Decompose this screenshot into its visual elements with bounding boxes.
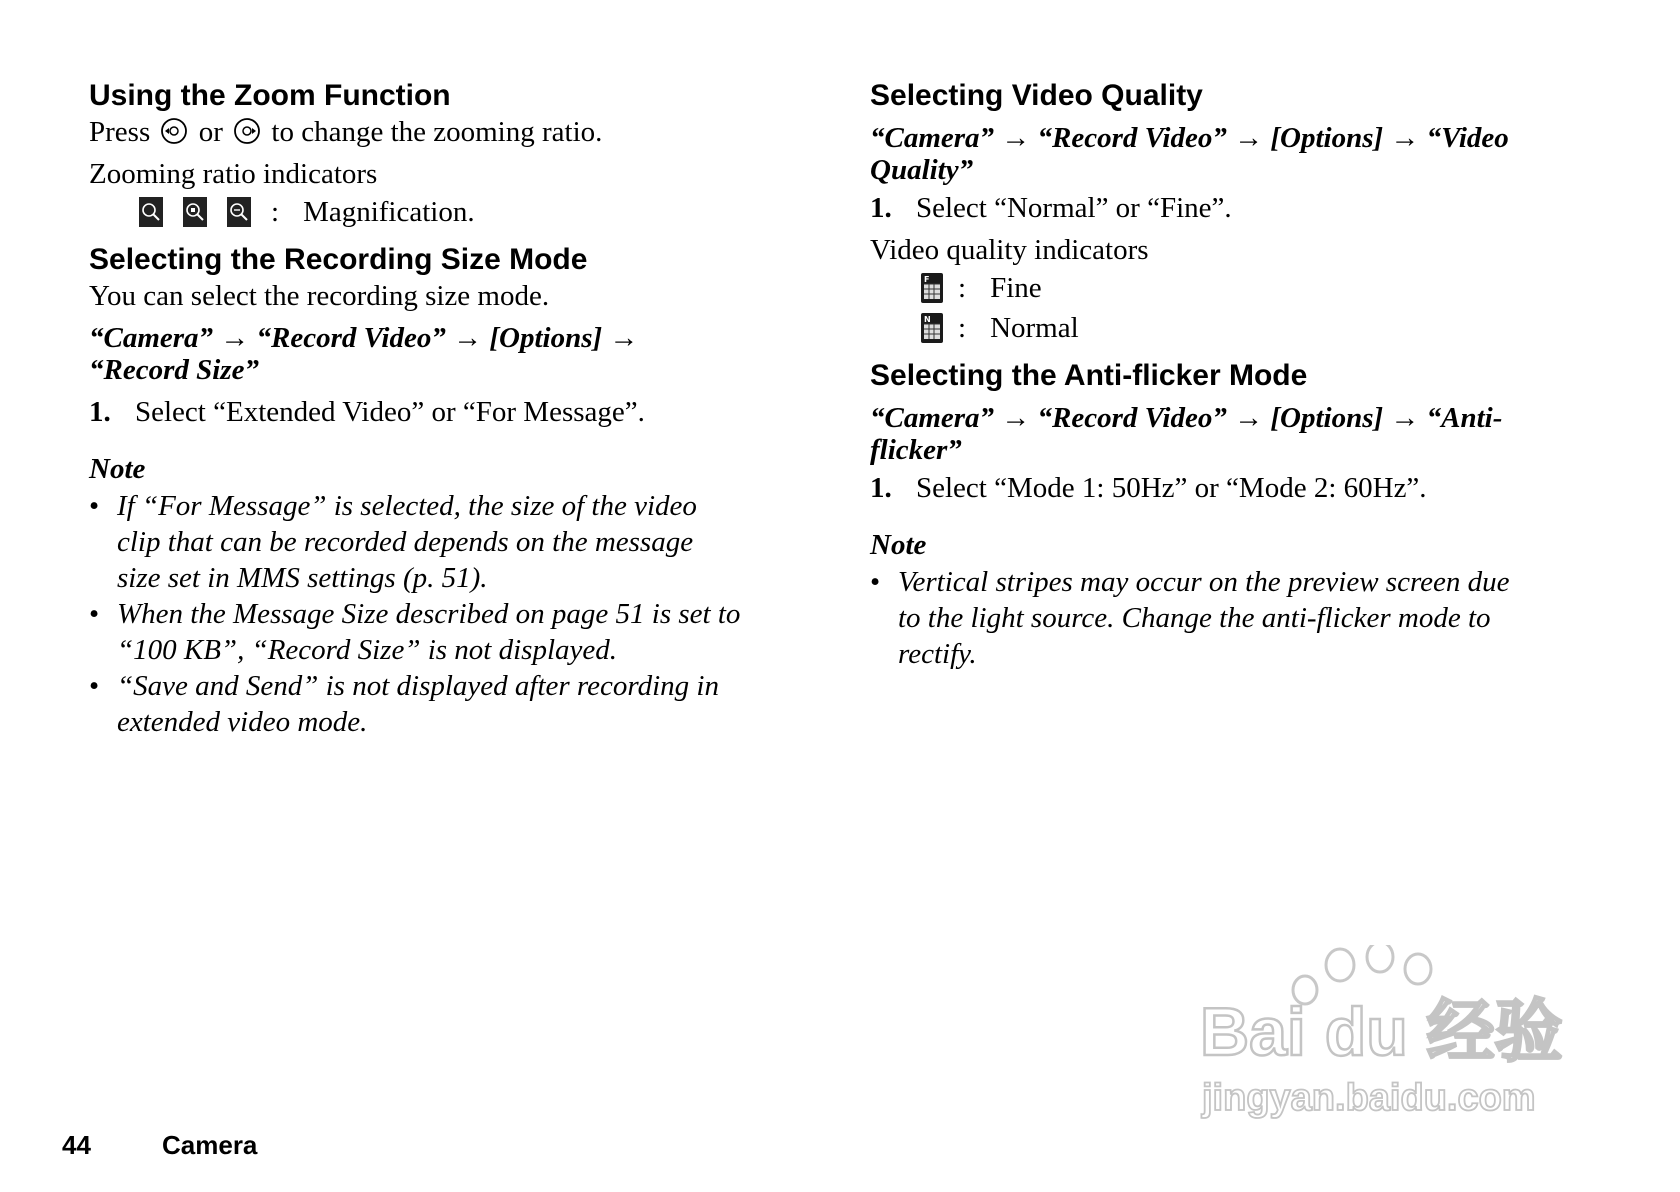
note-line: extended video mode.: [117, 706, 368, 738]
note-line: clip that can be recorded depends on the message: [117, 526, 694, 558]
note-line: “100 KB”, “Record Size” is not displayed.: [117, 634, 617, 666]
record-size-intro: You can select the recording size mode.: [89, 280, 550, 312]
zoom-instruction-or: or: [198, 116, 223, 148]
bullet-icon: •: [89, 670, 100, 702]
watermark-sub-text: jingyan.baidu.com: [1202, 1077, 1536, 1119]
record-size-path-line-2: “Record Size”: [89, 354, 259, 386]
quality-fine-colon: :: [958, 271, 967, 304]
record-size-step-number: 1.: [89, 396, 111, 428]
record-size-path-line-1: “Camera” → “Record Video” → [Options] →: [89, 322, 639, 354]
quality-normal-row: [920, 308, 1585, 348]
nav-key-right-icon: [233, 117, 261, 145]
note-line: rectify.: [898, 638, 977, 670]
quality-step-text: Select “Normal” or “Fine”.: [916, 192, 1232, 224]
note-line: If “For Message” is selected, the size of the video: [117, 490, 697, 522]
quality-step: [870, 190, 1585, 226]
zoom-instruction-rest: to change the zooming ratio.: [271, 116, 603, 148]
zoom-1x-icon: [139, 197, 163, 227]
left-note-item: [89, 668, 804, 740]
quality-path-line-1: “Camera” → “Record Video” → [Options] → “Video: [870, 122, 1509, 154]
baidu-jingyan-watermark-logo: [1200, 945, 1600, 1145]
note-line: to the light source. Change the anti-flicker mode to: [898, 602, 1491, 634]
flicker-step: [870, 470, 1585, 506]
page-number: 44: [62, 1130, 91, 1160]
note-line: “Save and Send” is not displayed after recording in: [117, 670, 719, 702]
left-note-item: [89, 596, 804, 668]
bullet-icon: •: [89, 490, 100, 522]
zoom-4x-icon: [227, 197, 251, 227]
right-note-title: Note: [870, 529, 927, 561]
quality-fine-icon: [920, 272, 944, 304]
flicker-menu-path: [870, 402, 1585, 466]
record-size-step-text: Select “Extended Video” or “For Message”.: [135, 396, 645, 428]
bullet-icon: •: [870, 566, 881, 598]
page-footer: [62, 1130, 257, 1161]
bullet-icon: •: [89, 598, 100, 630]
flicker-path-line-1: “Camera” → “Record Video” → [Options] → “Anti-: [870, 402, 1503, 434]
section-name: Camera: [162, 1130, 258, 1160]
note-line: Vertical stripes may occur on the preview screen due: [898, 566, 1510, 598]
zoom-indicators-label: Zooming ratio indicators: [89, 158, 378, 190]
left-note-list: [89, 488, 804, 740]
right-column: [870, 78, 1585, 672]
zoom-instruction-press: Press: [89, 116, 151, 148]
quality-normal-icon: [920, 312, 944, 344]
quality-normal-colon: :: [958, 311, 967, 344]
quality-indicators-label: Video quality indicators: [870, 234, 1149, 266]
note-line: size set in MMS settings (p. 51).: [117, 562, 488, 594]
zoom-indicators-row: [139, 192, 804, 232]
flicker-step-number: 1.: [870, 472, 892, 504]
record-size-heading: Selecting the Recording Size Mode: [89, 243, 588, 276]
quality-path-line-2: Quality”: [870, 154, 974, 186]
quality-step-number: 1.: [870, 192, 892, 224]
zoom-instruction: [89, 114, 804, 150]
svg-text:F: F: [924, 275, 930, 284]
left-note-title: Note: [89, 453, 146, 485]
quality-menu-path: [870, 122, 1585, 186]
svg-text:N: N: [924, 315, 931, 324]
left-note-item: [89, 488, 804, 596]
record-size-menu-path: [89, 322, 804, 386]
flicker-step-text: Select “Mode 1: 50Hz” or “Mode 2: 60Hz”.: [916, 472, 1427, 504]
quality-fine-label: Fine: [990, 271, 1042, 304]
quality-fine-row: [920, 268, 1585, 308]
right-note-item: [870, 564, 1585, 672]
record-size-step: [89, 394, 804, 430]
zoom-indicator-colon: :: [271, 195, 280, 228]
quality-normal-label: Normal: [990, 311, 1079, 344]
zoom-2x-icon: [183, 197, 207, 227]
flicker-heading: Selecting the Anti-flicker Mode: [870, 359, 1308, 392]
left-column: [89, 78, 804, 740]
zoom-heading: Using the Zoom Function: [89, 79, 451, 112]
zoom-indicator-desc: Magnification.: [303, 195, 475, 228]
right-note-list: [870, 564, 1585, 672]
quality-heading: Selecting Video Quality: [870, 79, 1203, 112]
nav-key-left-icon: [160, 117, 188, 145]
watermark-main-text: Bai du 经验: [1200, 994, 1563, 1070]
note-line: When the Message Size described on page 51 is set to: [117, 598, 741, 630]
flicker-path-line-2: flicker”: [870, 434, 962, 466]
